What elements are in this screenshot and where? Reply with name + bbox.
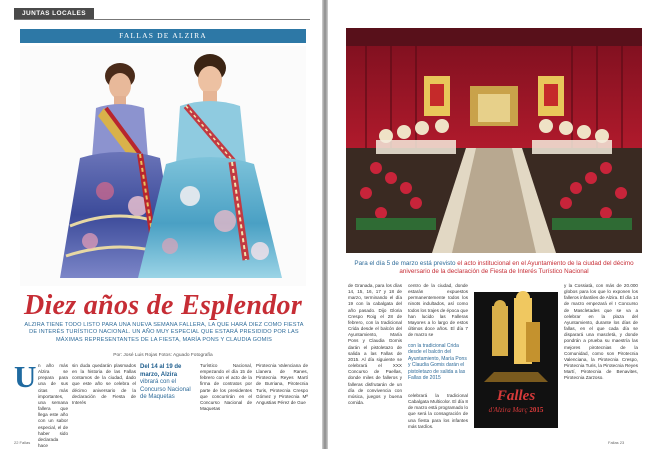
section-rule: [14, 19, 310, 20]
pull-quote-text: vibrará con el Concurso Nacional de Maquetas: [140, 379, 191, 401]
body-column-3: Turístico Nacional, empezando el día 15 de febrero con el acto de la firma de contratos por parte de los presidentes que concurrirán en el Concurso Nacional de Maquetas: [200, 363, 252, 412]
ceremony-stage-photo: [346, 28, 642, 253]
section-label: JUNTAS LOCALES: [14, 8, 94, 19]
fallas-poster: [474, 292, 558, 428]
caption-highlight: el acto institucional en el Ayuntamiento de la ciudad del décimo aniversario de la declaración de Fiesta de Interés Turístico Nacional: [399, 260, 634, 275]
body-column-r2-end: celebrará la tradicional Cabalgata Multicolor. El día 8 de marzo está programado lo que será la consagración de una fiesta para los infantes más tardíos.: [408, 393, 469, 429]
pull-quote-strong: Del 14 al 19 de marzo, Alzira: [140, 364, 182, 378]
falleras-illustration: [20, 46, 306, 286]
body-column-r2-pull: con la tradicional Crida desde el balcón del Ayuntamiento, María Pons y Claudia Gomis darán el pistoletazo de salida a las Fallas de 2015: [408, 343, 467, 382]
caption-start: Para el día 5 de marzo está previsto: [354, 260, 456, 267]
body-column-1: n año más Alzira se prepara para una de sus citas más importantes, una semana fallera que llega este año con un sabor especial, el de haber sido declarada hace: [38, 363, 68, 449]
right-folio: Fallas 23: [608, 440, 625, 445]
article-lead: ALZIRA TIENE TODO LISTO PARA UNA NUEVA SEMANA FALLERA, LA QUE HARÁ DIEZ COMO FIESTA DE INTERÉS TURÍSTICO NACIONAL. UN AÑO MUY ESPECIAL QUE ESTARÁ PRESIDIDO POR LAS MÁXIMAS REPRESENTANTES DE LA FIESTA, MARÍA PONS Y CLAUDIA GOMIS: [24, 322, 304, 343]
article-banner: FALLAS DE ALZIRA: [20, 29, 306, 43]
body-column-r1: de Granada, para los días 14, 15, 16, 17 y 18 de marzo, terminando el día 19 con la cabalgata del año pasado. Dijo Gloria Crespo Roig el 28 de febrero, con la tradicional Crida desde el balcón del Ayuntamiento, María Pons y Claudia Gomis darán el pistoletazo de salida a las Fallas de 2015. Al día siguiente se celebrará el XXX Concurso de Paellas, donde miles de falleros y falleras disfrutarán de un día de convivencia con música, juegos y buena comida.: [348, 283, 402, 405]
pull-quote: [140, 364, 196, 402]
poster-subtitle-prefix: d'Alzira Març: [488, 406, 528, 414]
poster-year: 2015: [529, 406, 544, 414]
article-byline: Por: José Luis Rojas Fotos: Aguado Fotografía: [113, 353, 213, 358]
falleras-portrait-photo: [20, 46, 306, 286]
body-column-r2: centro de la ciudad, donde estarán expuestos permanentemente todos los ninots indultados, así como todos los trajes de época que han lucido las Falleras Mayores a lo largo de estos últimos doce años. El día 7 de marzo se: [408, 283, 469, 338]
poster-subtitle: [478, 406, 554, 414]
poster-title: Falles: [496, 388, 536, 404]
left-folio: 22 Fallas: [14, 440, 31, 445]
photo-caption: [346, 260, 642, 276]
article-headline: Diez años de Esplendor: [23, 290, 303, 321]
right-page: [328, 0, 650, 449]
drop-cap: U: [14, 359, 37, 394]
body-column-4: Pirotecnia Valenciana de Llanera de Ranes, Pirotecnia Reyes Martí de Burriana, Pirotecnia Turis, Pirotecnia Crespo Gómez y Pirotecnia Mª Angustias Pérez de Gue: [256, 363, 308, 405]
body-column-r4: y la Cossiatà, con más de 20.000 globos para los que lo exponen los falleros infantiles de Alzira. El día 14 de marzo empezará el I Concurso de Mascletades que se va a celebrar en la plaza del Ayuntamiento, durante los días de fallas, en el que cada día se disparará una mascletà, y donde pondrán a prueba su maestría las mejores pirotecnias de la Comunidad, como son Pirotecnia Valenciana, la Pirotecnia Crespo, Pirotecnia Turis, la Pirotecnia Reyes Martí, Pirotecnia de Benavites, Pirotecnia Zarzoso.: [564, 283, 638, 381]
left-page: [0, 0, 322, 449]
stage-illustration: [346, 28, 642, 253]
body-column-2: sin duda quedarán plasmados en la historia de las Fallas contamos de la ciudad, dado que este año se celebra el décimo aniversario de la declaración de Fiesta de Interés: [72, 363, 136, 405]
